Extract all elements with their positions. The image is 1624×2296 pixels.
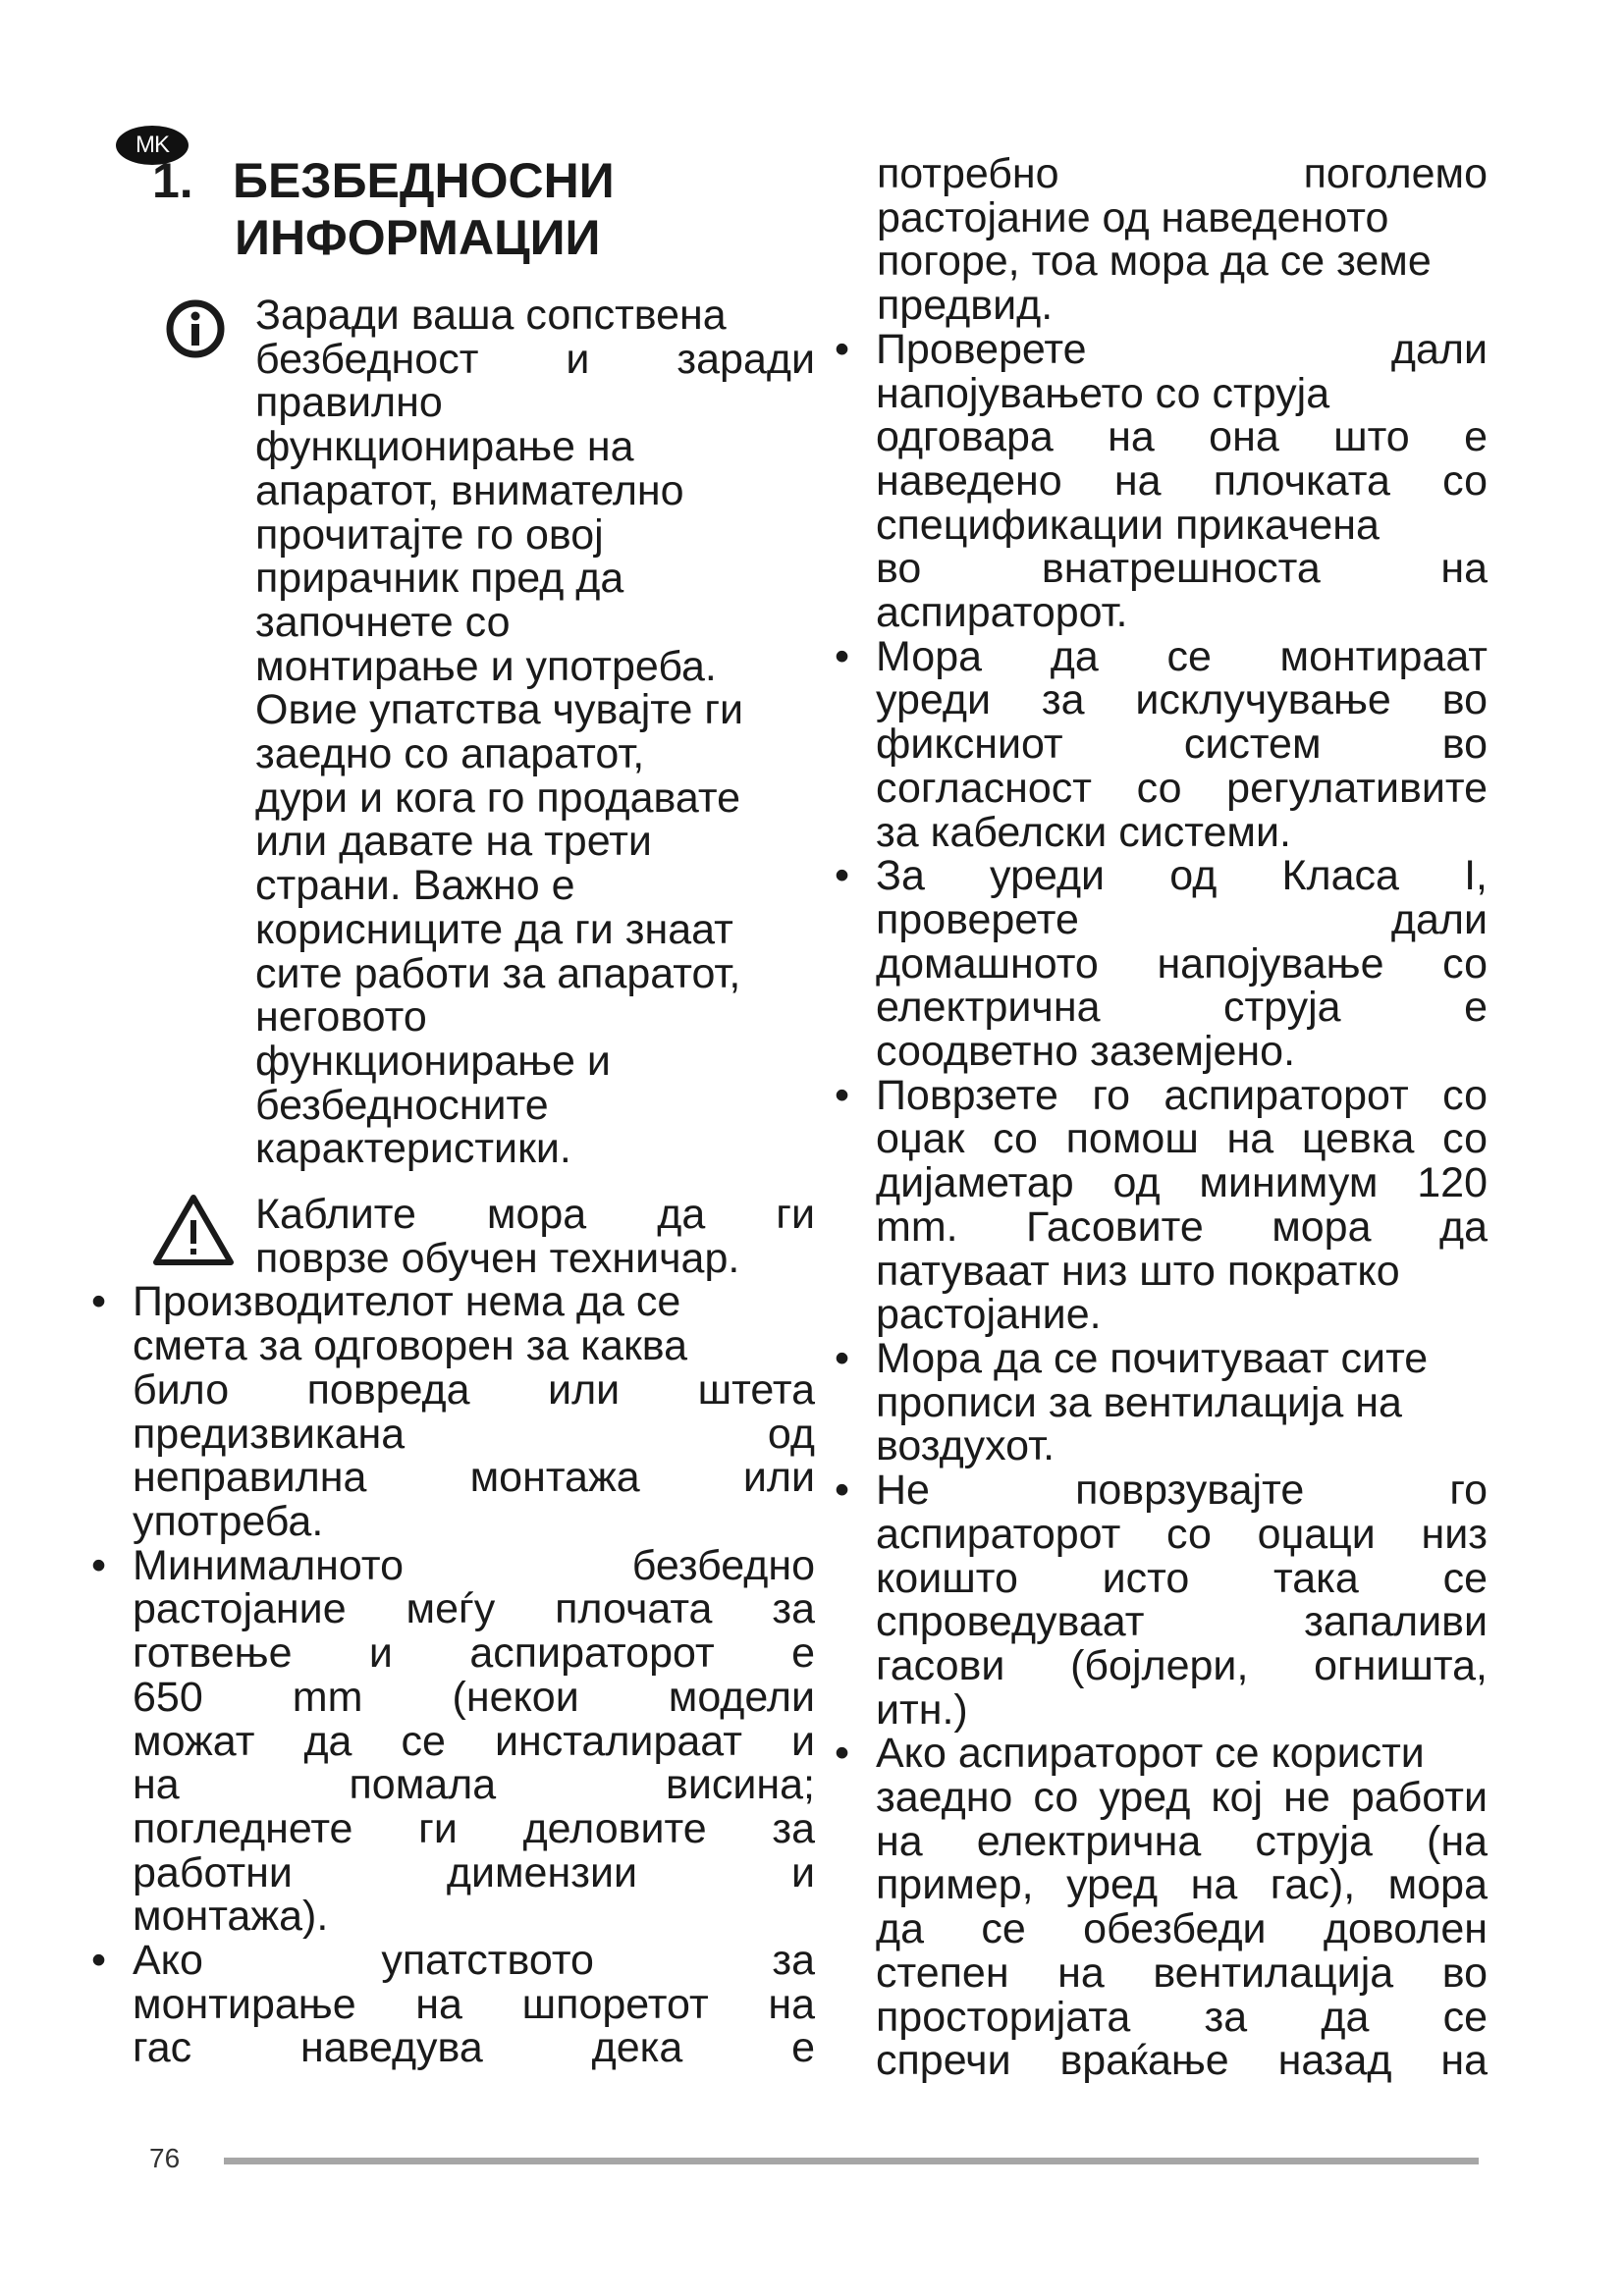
continued-paragraph [835, 152, 1488, 328]
bullet-dot: • [835, 632, 850, 680]
list-line: аспираторот. [876, 589, 1128, 637]
list-line: гасови (бојлери, огништа, [876, 1641, 1488, 1689]
bullet-dot: • [835, 1334, 850, 1382]
list-item [835, 1334, 1488, 1470]
list-line: Мора да се монтираат [876, 632, 1488, 680]
list-line: коишто исто така се [876, 1554, 1488, 1602]
list-line: степен на вентилација во [876, 1949, 1488, 1997]
notice-line: заедно со апаратот, [255, 730, 645, 778]
list-line: итн.) [876, 1685, 968, 1734]
list-line: дијаметар од минимум 120 [876, 1159, 1488, 1207]
list-line: гас наведува дека е [133, 2024, 815, 2072]
safety-notice [152, 294, 815, 1171]
list-line: воздухот. [876, 1422, 1056, 1470]
list-line: домашното напојување со [876, 939, 1488, 988]
continued-line: потребно поголемо [877, 150, 1488, 197]
bullet-dot: • [835, 852, 850, 900]
right-column [835, 152, 1488, 2083]
notice-line: карактеристики. [255, 1125, 571, 1173]
list-line: во внатрешноста на [876, 545, 1488, 593]
list-line: можат да се инсталираат и [133, 1717, 815, 1765]
notice-line: апаратот, внимателно [255, 466, 684, 514]
list-item [91, 1939, 815, 2070]
notice-line: прочитајте го овој [255, 510, 604, 559]
list-line: на електрична струја (на [876, 1817, 1488, 1865]
list-line: работни димензии и [133, 1848, 815, 1896]
list-line: 650 mm (некои модели [133, 1673, 815, 1721]
list-line: Мора да се почитуваат сите [876, 1334, 1429, 1382]
notice-line: сите работи за апаратот, [255, 949, 741, 997]
list-item [835, 632, 1488, 856]
list-line: напојувањето со струја [876, 369, 1330, 417]
list-line: спецификации прикачена [876, 501, 1380, 549]
warning-line: Каблите мора да ги [255, 1191, 815, 1239]
list-item [835, 325, 1488, 637]
notice-line: безбедносните [255, 1081, 549, 1129]
left-bullet-list [91, 1280, 815, 2070]
list-line: одговара на она што е [876, 413, 1488, 461]
left-column [91, 152, 815, 2072]
list-line: на помала висина; [133, 1761, 815, 1809]
list-line: готвење и аспираторот е [133, 1629, 815, 1678]
list-line: растојание. [876, 1291, 1102, 1339]
notice-line: страни. Важно е [255, 862, 575, 910]
bullet-dot: • [91, 1937, 107, 1985]
list-line: фиксниот систем во [876, 721, 1488, 769]
continued-line: погоре, тоа мора да се земе [877, 238, 1432, 286]
list-line: прописи за вентилација на [876, 1378, 1402, 1426]
bullet-dot: • [91, 1278, 107, 1326]
list-line: Не поврзувајте го [876, 1467, 1488, 1515]
section-number: 1. [152, 153, 193, 208]
bullet-dot: • [91, 1541, 107, 1589]
continued-line: предвид. [877, 282, 1054, 330]
notice-line: безбедност и заради [255, 335, 815, 383]
notice-line: корисниците да ги знаат [255, 905, 733, 953]
list-line: неправилна монтажа или [133, 1454, 815, 1502]
bullet-dot: • [835, 1467, 850, 1515]
notice-line: дури и кога го продавате [255, 774, 740, 822]
list-line: аспираторот со оџаци низ [876, 1510, 1488, 1558]
list-line: да се обезбеди доволен [876, 1905, 1488, 1953]
list-line: Минималното безбедно [133, 1541, 815, 1589]
technician-warning [152, 1193, 815, 1280]
notice-line: монтирање и употреба. [255, 642, 717, 690]
list-line: пример, уред на гас), мора [876, 1861, 1488, 1909]
list-line: просторијата за да се [876, 1993, 1488, 2041]
list-line: спречи враќање назад на [876, 2037, 1488, 2085]
list-line: смета за одговорен за каква [133, 1322, 688, 1370]
notice-line: прирачник пред да [255, 555, 624, 603]
list-line: Ако упатството за [133, 1937, 815, 1985]
footer-rule [224, 2158, 1479, 2164]
list-line: Ако аспираторот се користи [876, 1730, 1425, 1778]
list-line: патуваат низ што пократко [876, 1247, 1400, 1295]
list-item [835, 1071, 1488, 1339]
list-item [835, 854, 1488, 1074]
list-line: За уреди од Класа I, [876, 852, 1488, 900]
notice-line: неговото [255, 993, 427, 1041]
notice-line: функционирање на [255, 423, 634, 471]
list-line: Производителот нема да се [133, 1278, 681, 1326]
list-line: Поврзете го аспираторот со [876, 1071, 1488, 1119]
bullet-dot: • [835, 325, 850, 373]
list-line: mm. Гасовите мора да [876, 1202, 1488, 1251]
page-number: 76 [149, 2143, 181, 2173]
notice-line: Овие упатства чувајте ги [255, 686, 744, 734]
list-line: соодветно заземјено. [876, 1028, 1296, 1076]
list-line: спроведуваат запаливи [876, 1598, 1488, 1646]
list-line: согласност со регулативите [876, 764, 1488, 812]
list-line: растојание меѓу плочата за [133, 1585, 815, 1633]
list-line: монтирање на шпоретот на [133, 1980, 815, 2028]
list-line: било повреда или штета [133, 1365, 815, 1414]
notice-line: функционирање и [255, 1037, 611, 1085]
list-line: уреди за исклучување во [876, 676, 1488, 724]
bullet-dot: • [835, 1071, 850, 1119]
section-title-line-2: ИНФОРМАЦИИ [235, 210, 601, 265]
continued-line: растојание од наведеното [877, 193, 1389, 241]
section-title-line-1: БЕЗБЕДНОСНИ [233, 153, 615, 208]
list-line: електрична струја е [876, 984, 1488, 1032]
list-line: за кабелски системи. [876, 808, 1291, 856]
list-line: заедно со уред кој не работи [876, 1774, 1488, 1822]
notice-line: или давате на трети [255, 818, 652, 866]
list-line: предизвикана од [133, 1410, 815, 1458]
list-line: наведено на плочката со [876, 456, 1488, 505]
list-line: употреба. [133, 1497, 324, 1545]
list-line: оџак со помош на цевка со [876, 1115, 1488, 1163]
language-badge: MK [116, 126, 189, 165]
list-line: Проверете дали [876, 325, 1488, 373]
list-line: погледнете ги деловите за [133, 1804, 815, 1852]
notice-line: правилно [255, 379, 443, 427]
notice-line: Заради ваша сопствена [255, 292, 727, 339]
warning-triangle-icon [152, 1193, 235, 1276]
list-item [91, 1541, 815, 1941]
notice-line: започнете со [255, 598, 511, 646]
list-item [835, 1468, 1488, 1732]
section-heading [152, 152, 815, 266]
list-item [835, 1732, 1488, 2083]
info-circle-icon [164, 297, 227, 369]
right-bullet-list [835, 325, 1488, 2085]
list-line: монтажа). [133, 1893, 329, 1941]
list-item [91, 1280, 815, 1543]
list-line: проверете дали [876, 895, 1488, 943]
warning-line: поврзе обучен техничар. [255, 1234, 740, 1282]
bullet-dot: • [835, 1730, 850, 1778]
